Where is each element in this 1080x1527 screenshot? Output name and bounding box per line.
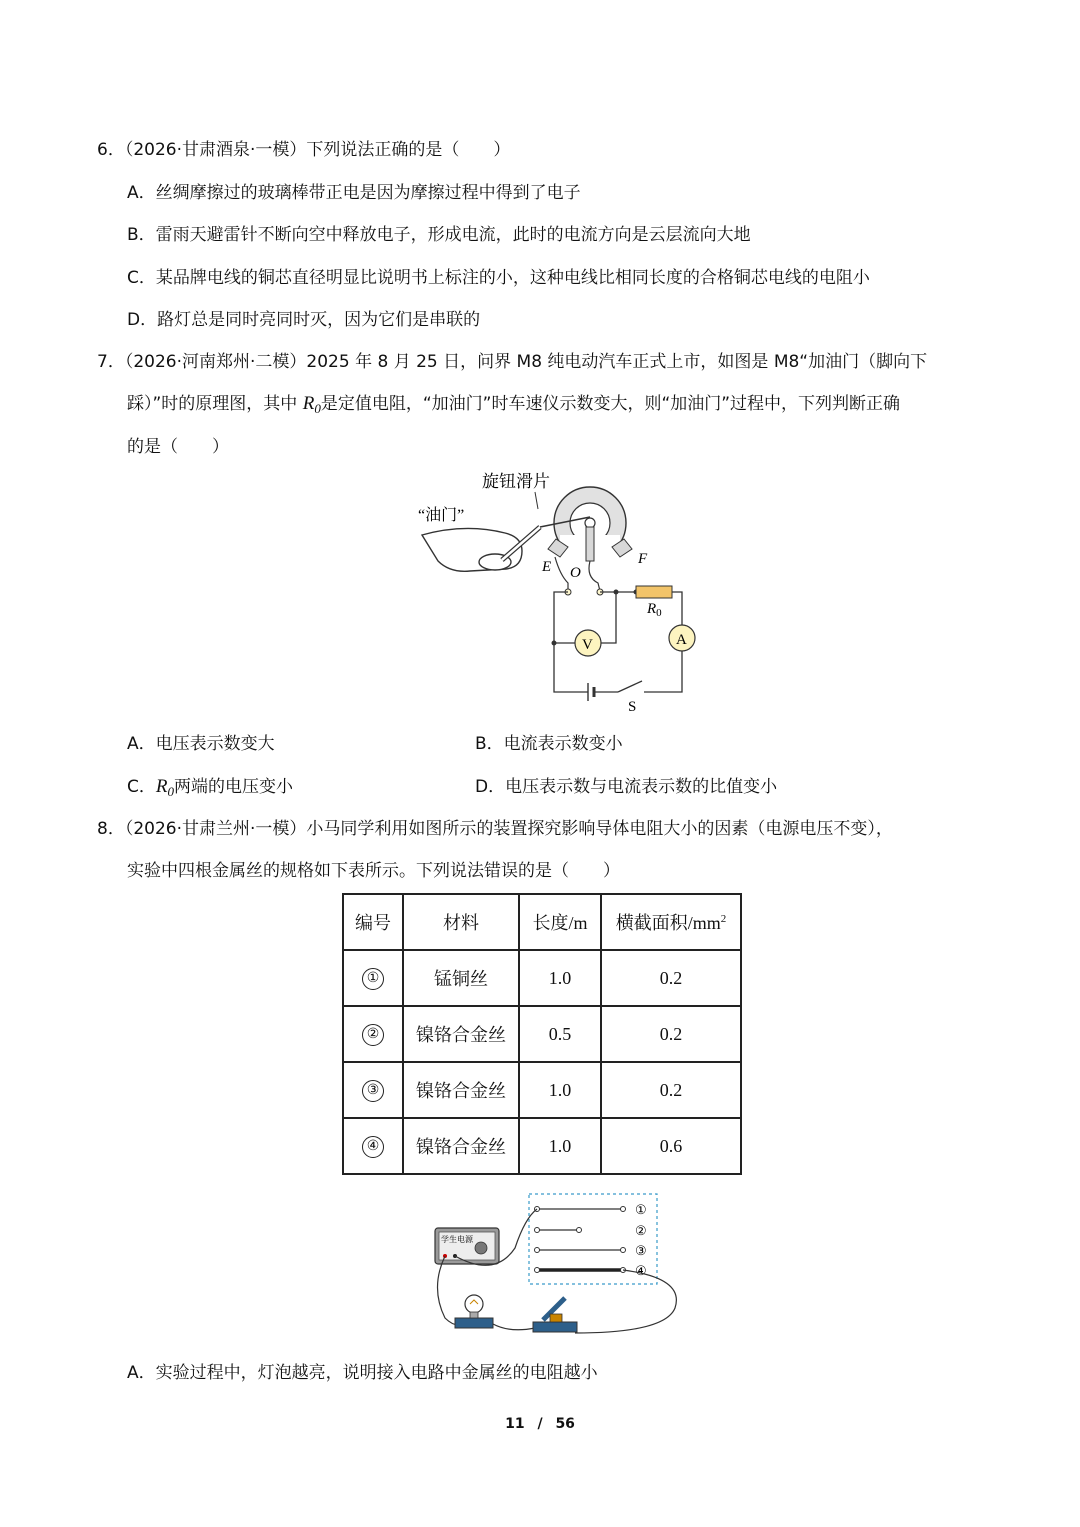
- option-label: C．: [127, 777, 156, 797]
- row-area: 0.6: [601, 1118, 741, 1174]
- row-length: 1.0: [519, 950, 601, 1006]
- option-label: D．: [127, 310, 158, 330]
- switch-label: S: [628, 699, 637, 715]
- wire-mark-3: ③: [635, 1243, 647, 1258]
- header-id: 编号: [343, 894, 403, 950]
- q6-stem: 下列说法正确的是（ ）: [306, 140, 511, 160]
- r0-symbol: R: [155, 776, 168, 797]
- q6-option-d: [127, 308, 480, 332]
- table-row: [343, 1118, 741, 1174]
- knob-icon: [475, 1242, 487, 1254]
- option-text: 路灯总是同时亮同时灭，因为它们是串联的: [157, 310, 481, 330]
- ammeter-label: A: [676, 632, 687, 648]
- q7-stem-line-2: [127, 392, 900, 417]
- row-id: ①: [362, 968, 384, 990]
- wire-mark-2: ②: [635, 1223, 647, 1238]
- q6-option-a: [127, 181, 581, 205]
- row-material: 锰铜丝: [403, 950, 519, 1006]
- bulb-icon: [465, 1295, 483, 1313]
- row-material: 镍铬合金丝: [403, 1006, 519, 1062]
- q8-stem-line-1: [97, 817, 893, 841]
- row-area: 0.2: [601, 950, 741, 1006]
- q7-option-a: [127, 732, 275, 756]
- q7-line3: 的是（ ）: [127, 437, 229, 457]
- power-supply-label: 学生电源: [441, 1235, 473, 1244]
- q8-experiment-diagram: [425, 1188, 695, 1338]
- option-label: B．: [127, 225, 156, 245]
- row-material: 镍铬合金丝: [403, 1118, 519, 1174]
- option-label: A．: [127, 1363, 156, 1383]
- option-text: 两端的电压变小: [173, 777, 293, 797]
- q7-line2-end: 是定值电阻，“加油门”时车速仪示数变大，则“加油门”过程中，下列判断正确: [320, 394, 901, 414]
- r0-subscript: 0: [314, 401, 321, 416]
- wire-spec-table: [342, 893, 742, 1175]
- option-label: A．: [127, 734, 156, 754]
- resistor-r0: [636, 586, 672, 598]
- switch-s: [618, 681, 642, 692]
- q7-option-c: [127, 775, 293, 800]
- r0-symbol: R: [302, 393, 315, 414]
- row-id: ④: [362, 1136, 384, 1158]
- table-row: [343, 950, 741, 1006]
- q8-line1: （2026·甘肃兰州·一模）小马同学利用如图所示的装置探究影响导体电阻大小的因素（电源电压不变），: [124, 819, 893, 839]
- row-id: ③: [362, 1080, 384, 1102]
- q6-source: （2026·甘肃酒泉·一模）: [124, 140, 307, 160]
- page-footer: [0, 1416, 1080, 1432]
- q8-stem-line-2: [127, 859, 620, 883]
- terminal-o: [586, 527, 594, 561]
- q7-option-d: [475, 775, 777, 799]
- q7-line2-start: 踩）”时的原理图，其中: [127, 394, 303, 414]
- q7-stem-line-3: [127, 435, 229, 459]
- r0-subscript: 0: [167, 784, 174, 799]
- q7-line1: （2026·河南郑州·二模）2025 年 8 月 25 日，问界 M8 纯电动汽车正式上市，如图是 M8“加油门（脚向下: [124, 352, 928, 372]
- bulb-base: [455, 1318, 493, 1328]
- option-label: A．: [127, 183, 156, 203]
- q7-option-b: [475, 732, 623, 756]
- header-material: 材料: [403, 894, 519, 950]
- header-area: 横截面积$/mm^2$: [601, 894, 741, 950]
- wire-mark-1: ①: [635, 1202, 647, 1217]
- label-o: O: [570, 565, 581, 581]
- wire-mark-4: ④: [635, 1263, 647, 1278]
- q6-option-c: [127, 266, 870, 290]
- page-total: 56: [555, 1416, 575, 1432]
- table-header-row: [343, 894, 741, 950]
- label-e: E: [542, 559, 552, 575]
- row-length: 0.5: [519, 1006, 601, 1062]
- pedal-label: “油门”: [418, 507, 465, 524]
- option-text: 雷雨天避雷针不断向空中释放电子，形成电流，此时的电流方向是云层流向大地: [155, 225, 751, 245]
- table-row: [343, 1062, 741, 1118]
- q7-circuit-diagram: [410, 465, 710, 720]
- knife-switch: [533, 1322, 577, 1332]
- option-text: 某品牌电线的铜芯直径明显比说明书上标注的小，这种电线比相同长度的合格铜芯电线的电阻小: [155, 268, 870, 288]
- option-text: 丝绸摩擦过的玻璃棒带正电是因为摩擦过程中得到了电子: [155, 183, 581, 203]
- q8-number: 8．: [97, 819, 125, 839]
- page-number: 11: [505, 1416, 525, 1432]
- option-text: 电压表示数变大: [155, 734, 275, 754]
- q7-stem-line-1: [97, 350, 927, 374]
- q8-line2: 实验中四根金属丝的规格如下表所示。下列说法错误的是（ ）: [127, 861, 620, 881]
- row-length: 1.0: [519, 1062, 601, 1118]
- option-label: B．: [475, 734, 504, 754]
- label-f: F: [638, 551, 648, 567]
- q6-number: 6．: [97, 140, 125, 160]
- option-text: 电压表示数与电流表示数的比值变小: [505, 777, 778, 797]
- row-area: 0.2: [601, 1006, 741, 1062]
- row-length: 1.0: [519, 1118, 601, 1174]
- page-separator: /: [537, 1416, 543, 1432]
- knob-pointer: [535, 492, 538, 509]
- row-area: 0.2: [601, 1062, 741, 1118]
- r0-label: $R_0$: [647, 601, 662, 619]
- q7-number: 7．: [97, 352, 125, 372]
- q6-stem-line: [97, 138, 510, 162]
- row-material: 镍铬合金丝: [403, 1062, 519, 1118]
- header-length: 长度/m: [519, 894, 601, 950]
- option-text: 电流表示数变小: [503, 734, 623, 754]
- option-label: D．: [475, 777, 506, 797]
- row-id: ②: [362, 1024, 384, 1046]
- voltmeter-label: V: [582, 637, 593, 653]
- option-text: 实验过程中，灯泡越亮，说明接入电路中金属丝的电阻越小: [155, 1363, 598, 1383]
- knob-label: 旋钮滑片: [482, 472, 550, 491]
- table-row: [343, 1006, 741, 1062]
- option-label: C．: [127, 268, 156, 288]
- q8-option-a: [127, 1361, 598, 1385]
- q6-option-b: [127, 223, 751, 247]
